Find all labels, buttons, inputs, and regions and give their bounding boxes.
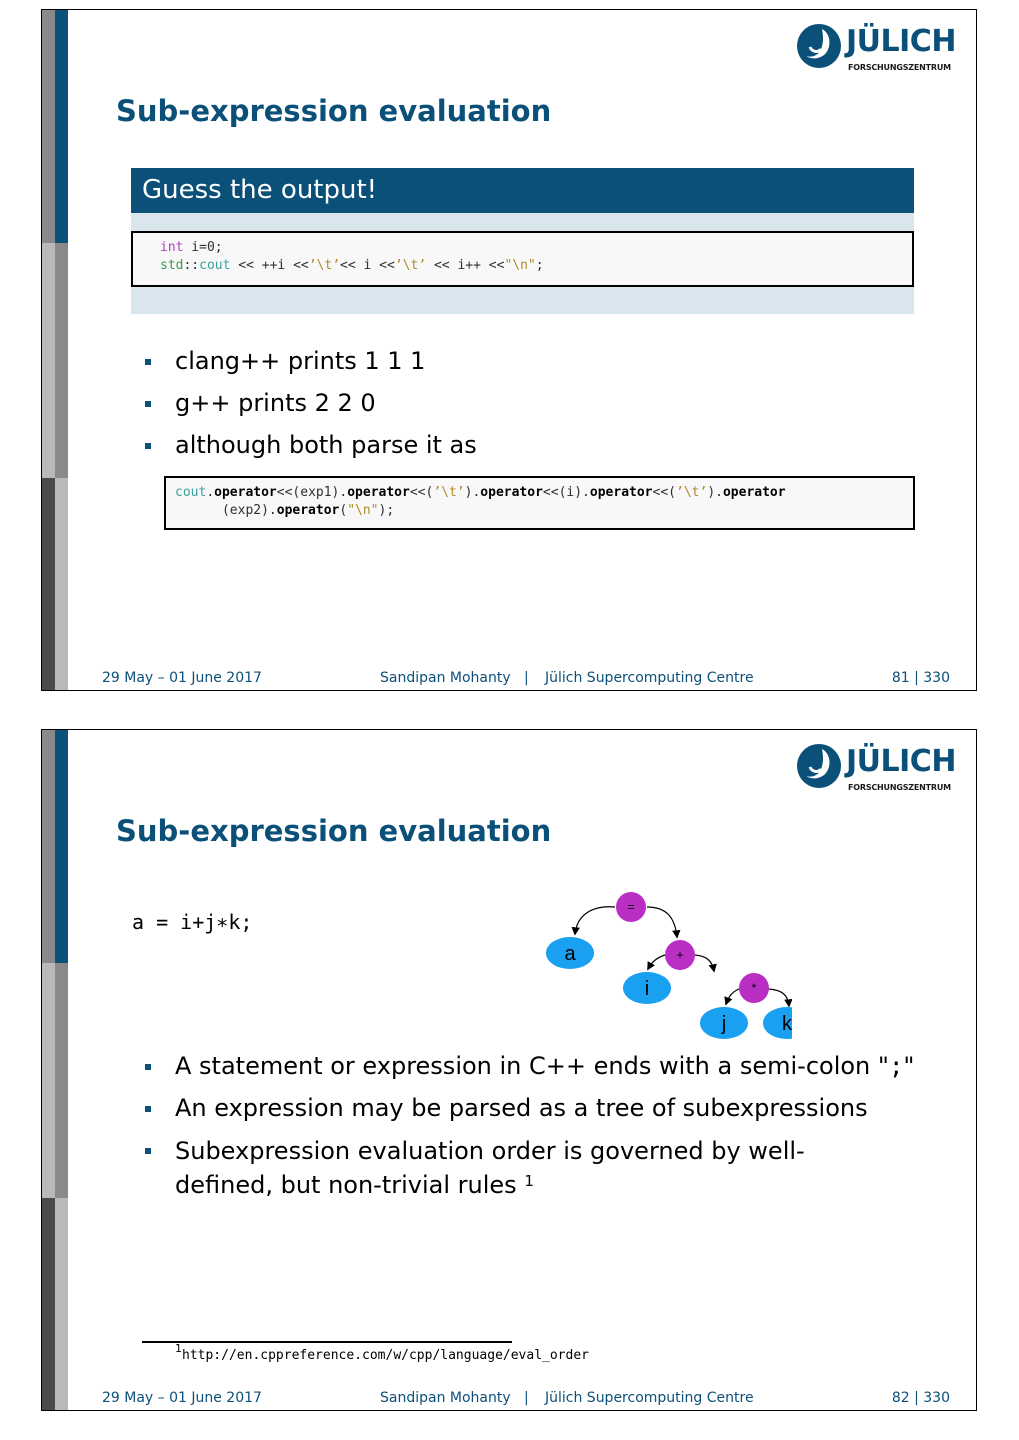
footer-separator: | <box>524 670 529 686</box>
footer-organization: Jülich Supercomputing Centre <box>545 1390 754 1406</box>
expression-tree-diagram <box>532 880 792 1050</box>
logo-name: JÜLICH <box>846 24 956 59</box>
sidebar-decoration <box>42 10 68 690</box>
code-line: cout.operator<<(exp1).operator<<(’\t’).operator<<(i).operator<<(’\t’).operator <box>175 485 786 500</box>
juelich-logo-icon <box>796 743 842 789</box>
svg-text:*: * <box>751 981 757 995</box>
example-block <box>131 168 914 314</box>
block-title: Guess the output! <box>131 168 914 213</box>
sidebar-decoration <box>42 730 68 1410</box>
tree-edge <box>648 955 665 969</box>
logo-subtitle: FORSCHUNGSZENTRUM <box>848 783 951 792</box>
svg-text:a: a <box>564 943 576 965</box>
footer-page-number: 81 | 330 <box>891 670 950 686</box>
footer-page-number: 82 | 330 <box>891 1390 950 1406</box>
juelich-logo-icon <box>796 23 842 69</box>
slide-title: Sub-expression evaluation <box>116 94 552 128</box>
footnote: $^1$http://en.cppreference.com/w/cpp/language/eval_order <box>175 1342 589 1363</box>
list-item: although both parse it as <box>142 429 477 461</box>
svg-text:j: j <box>721 1013 727 1035</box>
parse-code-listing <box>164 476 915 530</box>
code-line: int i=0; <box>160 240 223 255</box>
svg-text:+: + <box>676 948 684 962</box>
footer-author: Sandipan Mohanty <box>380 1390 511 1406</box>
footnote-reference[interactable]: 1 <box>524 1172 534 1190</box>
tree-edge <box>726 989 739 1004</box>
footer-date: 29 May – 01 June 2017 <box>102 670 262 686</box>
logo-name: JÜLICH <box>846 744 956 779</box>
list-item: An expression may be parsed as a tree of subexpressions <box>142 1092 914 1124</box>
juelich-logo <box>796 22 956 76</box>
logo-subtitle: FORSCHUNGSZENTRUM <box>848 63 951 72</box>
svg-text:i: i <box>644 978 650 1000</box>
slide-title: Sub-expression evaluation <box>116 814 552 848</box>
footer-author: Sandipan Mohanty <box>380 670 511 686</box>
juelich-logo <box>796 742 956 796</box>
svg-text:k: k <box>782 1013 792 1035</box>
list-item: clang++ prints 1 1 1 <box>142 345 477 377</box>
footer-date: 29 May – 01 June 2017 <box>102 1390 262 1406</box>
tree-edge <box>575 907 615 934</box>
slide-82 <box>41 729 977 1411</box>
svg-text:=: = <box>627 900 635 914</box>
expression-code: a = i+j∗k; <box>132 910 253 934</box>
footnote-link[interactable]: http://en.cppreference.com/w/cpp/language/eval_order <box>182 1348 589 1363</box>
bullet-list <box>142 1050 914 1212</box>
list-item: Subexpression evaluation order is governed by well-defined, but non-trivial rules $^1$ <box>142 1134 862 1202</box>
bullet-list <box>142 345 477 471</box>
code-line: (exp2).operator("\n"); <box>175 503 395 518</box>
slide-81 <box>41 9 977 691</box>
code-line: std::cout << ++i <<’\t’<< i <<’\t’ << i++ <<"\n"; <box>160 258 544 273</box>
tree-edge <box>647 907 677 937</box>
list-item: A statement or expression in C++ ends with a semi-colon ";" <box>142 1050 914 1082</box>
tree-edge <box>695 955 714 971</box>
list-item: g++ prints 2 2 0 <box>142 387 477 419</box>
tree-edge <box>769 989 789 1006</box>
footnote-divider <box>142 1341 512 1343</box>
code-listing <box>131 231 914 287</box>
footer-organization: Jülich Supercomputing Centre <box>545 670 754 686</box>
footer-separator: | <box>524 1390 529 1406</box>
